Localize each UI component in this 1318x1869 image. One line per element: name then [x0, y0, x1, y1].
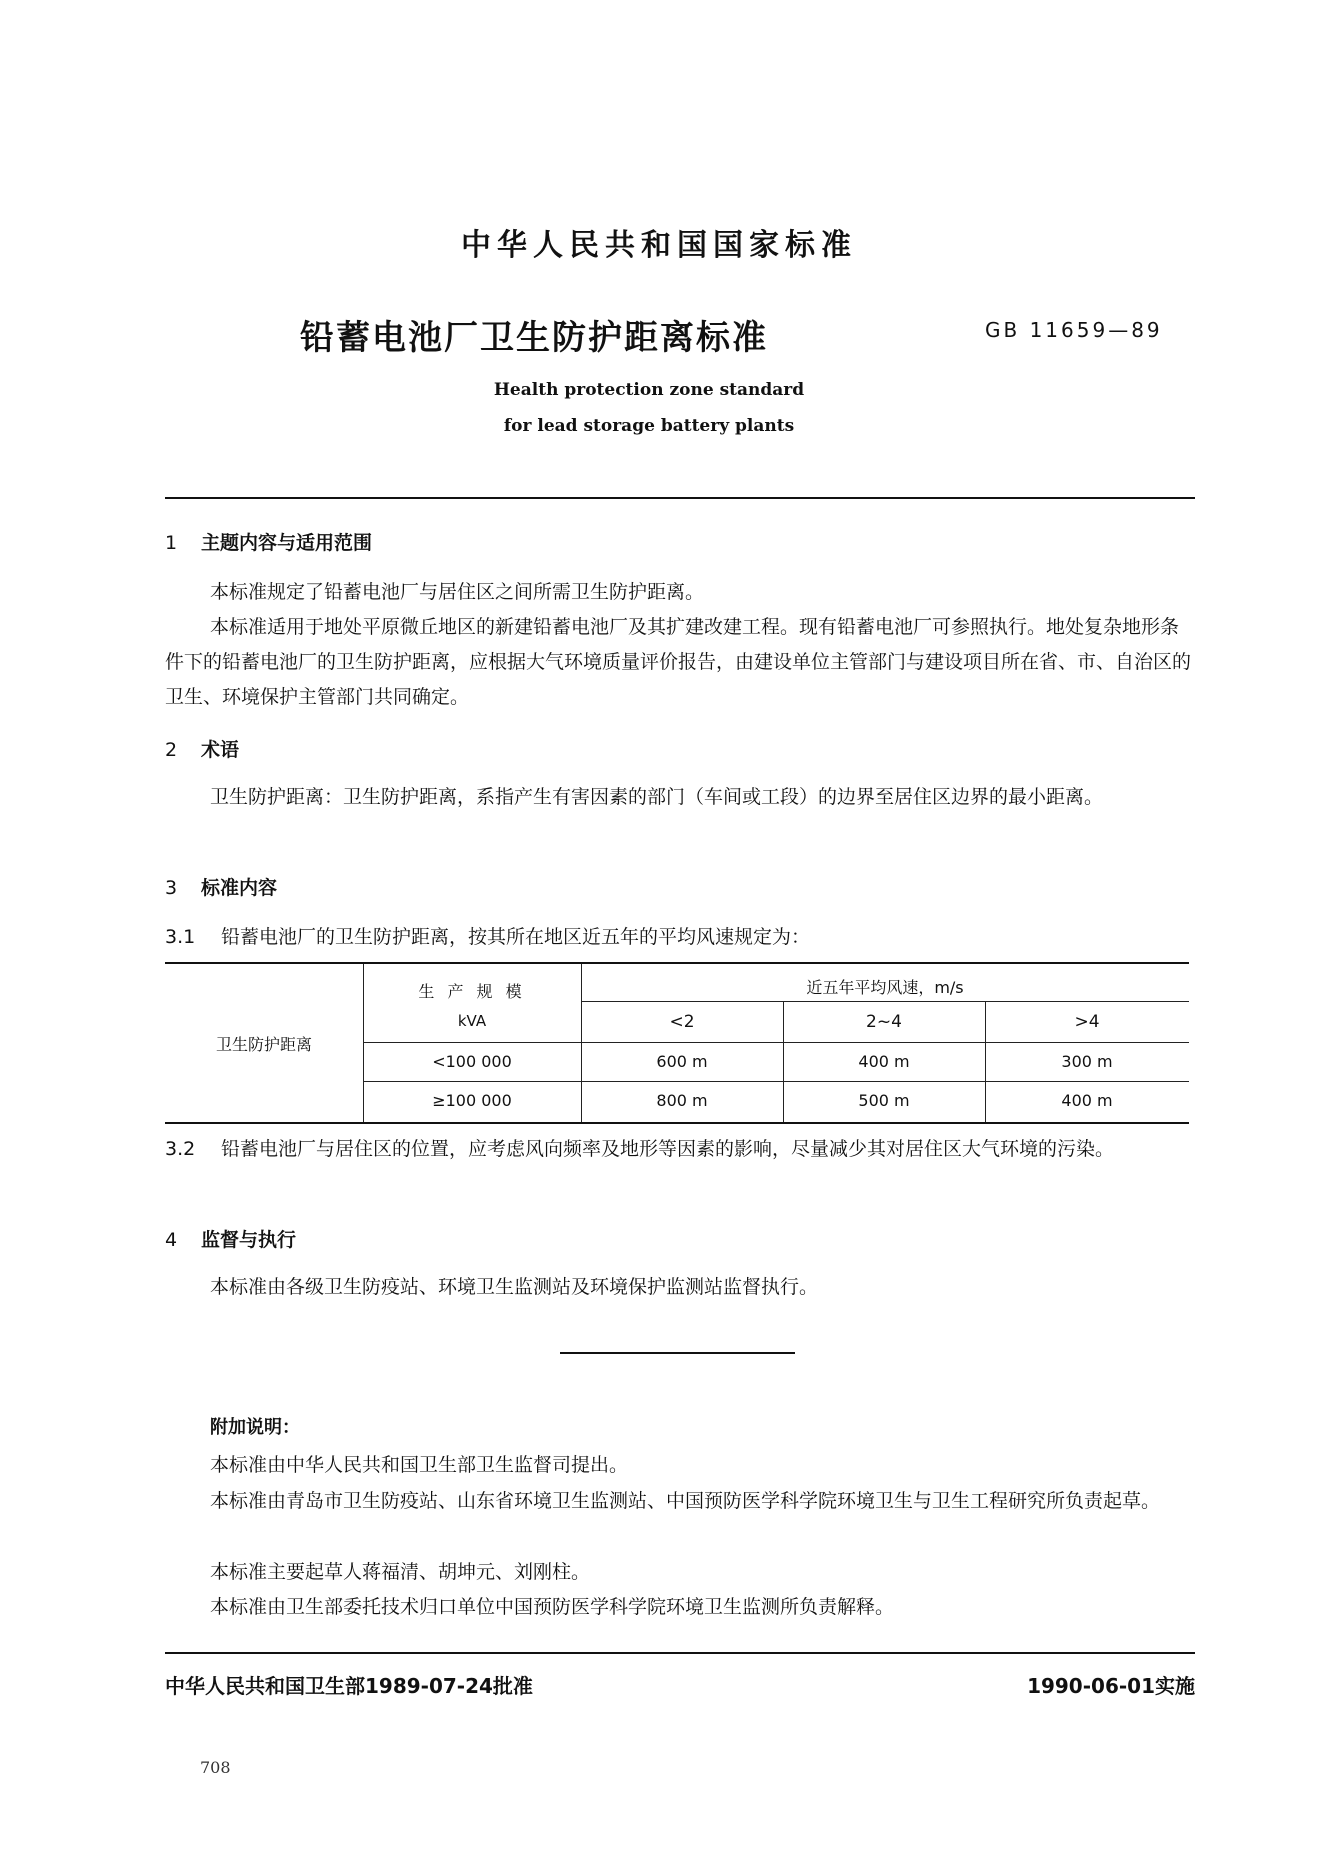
wind-col-2: 2~4 — [866, 1012, 902, 1032]
scale-unit: kVA — [457, 1012, 487, 1030]
section-1-heading — [165, 528, 372, 555]
section-number: 4 — [165, 1229, 178, 1251]
header-divider — [165, 497, 1195, 499]
end-divider — [560, 1352, 795, 1354]
section-title: 标准内容 — [201, 877, 278, 899]
section-title: 监督与执行 — [201, 1229, 297, 1251]
page-number: 708 — [200, 1758, 231, 1777]
english-title-line-1: Health protection zone standard — [493, 380, 805, 400]
english-title-line-2: for lead storage battery plants — [503, 416, 795, 436]
scale-header: 生 产 规 模 — [418, 982, 526, 1001]
table-cell: 400 m — [858, 1052, 910, 1071]
table-cell: 300 m — [1061, 1052, 1113, 1071]
note-4: 本标准由卫生部委托技术归口单位中国预防医学科学院环境卫生监测所负责解释。 — [210, 1596, 895, 1618]
section-4-heading — [165, 1225, 296, 1252]
approval-date: 中华人民共和国卫生部1989-07-24批准 — [165, 1674, 533, 1698]
clause-text: 铅蓄电池厂与居住区的位置，应考虑风向频率及地形等因素的影响，尽量减少其对居住区大气环境的污染。 — [221, 1138, 1115, 1160]
section-3-heading — [165, 873, 277, 900]
distance-table — [165, 962, 1189, 1124]
footer-divider — [165, 1652, 1195, 1654]
notes-title: 附加说明： — [210, 1417, 300, 1438]
table-cell: 400 m — [1061, 1091, 1113, 1110]
clause-text: 铅蓄电池厂的卫生防护距离，按其所在地区近五年的平均风速规定为： — [221, 926, 811, 948]
wind-speed-header: 近五年平均风速，m/s — [806, 978, 964, 997]
table-cell: 800 m — [656, 1091, 708, 1110]
note-1: 本标准由中华人民共和国卫生部卫生监督司提出。 — [210, 1454, 629, 1476]
section-number: 1 — [165, 532, 178, 554]
section-4-paragraph: 本标准由各级卫生防疫站、环境卫生监测站及环境保护监测站监督执行。 — [210, 1276, 819, 1298]
table-row-scale: <100 000 — [432, 1052, 512, 1071]
clause-number: 3.2 — [165, 1138, 196, 1160]
section-1-paragraph-1: 本标准规定了铅蓄电池厂与居住区之间所需卫生防护距离。 — [210, 581, 705, 603]
note-2: 本标准由青岛市卫生防疫站、山东省环境卫生监测站、中国预防医学科学院环境卫生与卫生工程研究所负责起草。 — [210, 1490, 1161, 1512]
clause-3-2 — [165, 1132, 1195, 1167]
clause-number: 3.1 — [165, 926, 196, 948]
clause-3-1 — [165, 922, 1195, 949]
wind-col-1: <2 — [669, 1012, 695, 1032]
effective-date: 1990-06-01实施 — [1027, 1674, 1195, 1698]
standard-code: GB 11659—89 — [985, 318, 1163, 342]
national-standard-heading: 中华人民共和国国家标准 — [461, 228, 857, 263]
wind-col-3: >4 — [1074, 1012, 1100, 1032]
section-title: 术语 — [201, 739, 240, 761]
table-cell: 500 m — [858, 1091, 910, 1110]
table-row-scale: ≥100 000 — [432, 1091, 512, 1110]
table-row-header: 卫生防护距离 — [215, 1035, 312, 1054]
note-3: 本标准主要起草人蒋福清、胡坤元、刘刚柱。 — [210, 1561, 591, 1583]
table-cell: 600 m — [656, 1052, 708, 1071]
section-number: 2 — [165, 739, 178, 761]
section-number: 3 — [165, 877, 178, 899]
section-title: 主题内容与适用范围 — [201, 532, 373, 554]
section-2-paragraph: 卫生防护距离：卫生防护距离，系指产生有害因素的部门（车间或工段）的边界至居住区边界的最小距离。 — [210, 786, 1104, 808]
section-1-paragraph-2: 本标准适用于地处平原微丘地区的新建铅蓄电池厂及其扩建改建工程。现有铅蓄电池厂可参照执行。地处复杂地形条件下的铅蓄电池厂的卫生防护距离，应根据大气环境质量评价报告，由建设单位主管部门与建设项目所在省、市、自治区的卫生、环境保护主管部门共同确定。 — [165, 616, 1192, 708]
standard-title: 铅蓄电池厂卫生防护距离标准 — [300, 318, 768, 358]
section-2-heading — [165, 735, 239, 762]
